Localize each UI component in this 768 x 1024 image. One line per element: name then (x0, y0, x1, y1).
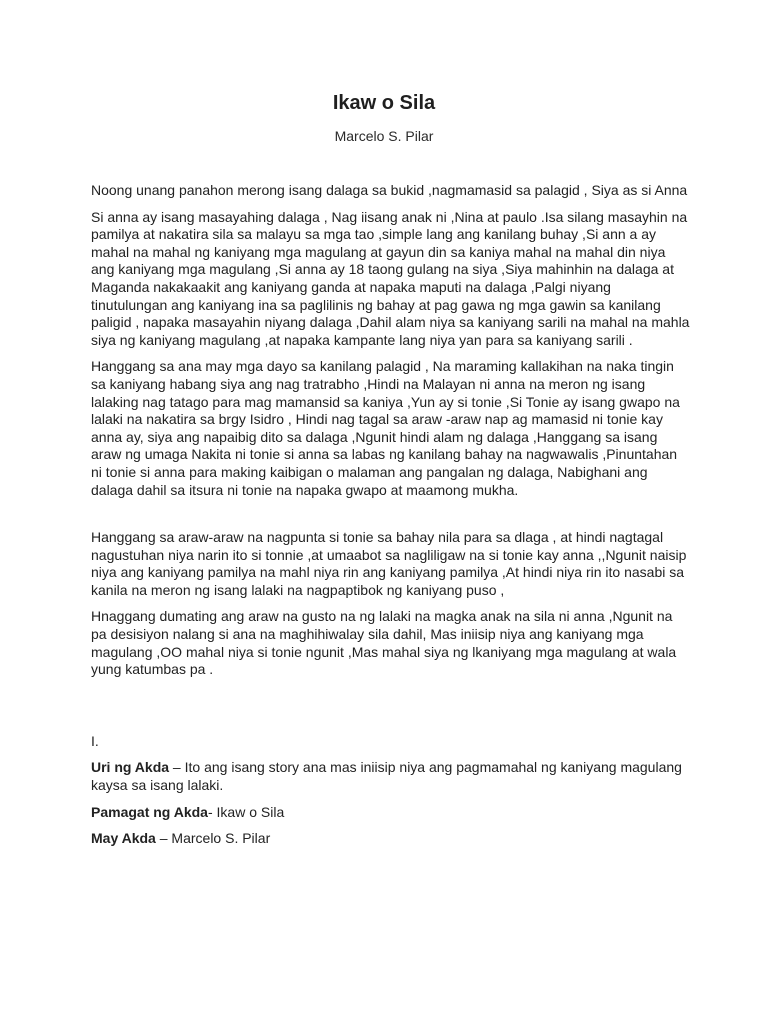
paragraph-tonie: Hanggang sa ana may mga dayo sa kanilang palagid , Na maraming kallakihan na naka tingin sa kaniyang habang siya ang nag tratrabho ,Hindi na Malayan ni anna na meron ng isang lalaking nag tatago para mag mamansid sa kaniya ,Yun ay si tonie ,Si Tonie ay isang gwapo na lalaki na nakatira sa brgy Isidro , Hindi nag tagal sa araw -araw nap ag mamasid ni tonie kay anna ay, siya ang napaibig dito sa dalaga ,Ngunit hindi alam ng dalaga ,Hanggang sa isang araw ng umaga Nakita ni tonie si anna sa labas ng kanilang bahay na nagwawalis ,Pinuntahan ni tonie si anna para making kaibigan o malaman ang pangalan ng dalaga, Nabighani ang dalaga dahil sa itsura ni tonie na napaka gwapo at maamong mukha. (91, 358, 680, 498)
document-author: Marcelo S. Pilar (334, 128, 434, 144)
document-title: Ikaw o Sila (332, 92, 436, 114)
paragraph-courtship: Hanggang sa araw-araw na nagpunta si tonie sa bahay nila para sa dlaga , at hindi nagtagal nagustuhan niya narin ito si tonnie ,at umaabot sa nagliligaw na si tonie kay anna ,,Ngunit naisip niya ang kaniyang pamilya na mahl niya rin ang kaniyang pamilya ,At hindi niya rin ito nasabi sa kanila na meron ng isang lalaki na nagpaptibok ng kaniyang puso , (91, 529, 687, 598)
detail-uri-ng-akda (91, 759, 691, 794)
detail-label: May Akda (91, 830, 156, 847)
detail-may-akda (91, 830, 691, 848)
detail-value: Ito ang isang story ana mas iniisip niya ang pagmamahal ng kaniyang magulang kaysa sa isang lalaki. (91, 759, 682, 794)
paragraph-ending: Hnaggang dumating ang araw na gusto na ng lalaki na magka anak na sila ni anna ,Ngunit na pa desisiyon nalang si ana na maghihiwalay sila dahil, Mas iniisip niya ang kaniyang mga magulang ,OO mahal niya si tonie ngunit ,Mas mahal siya ng lkaniyang mga magulang at wala yung katumbas pa . (91, 608, 677, 678)
detail-pamagat-ng-akda (91, 804, 691, 822)
detail-value: Marcelo S. Pilar (171, 830, 271, 847)
detail-label: Pamagat ng Akda (91, 803, 208, 820)
section-numeral: I. (91, 732, 99, 749)
detail-value: Ikaw o Sila (216, 803, 285, 820)
detail-separator: - (207, 803, 217, 820)
document-body (91, 182, 691, 857)
detail-separator: – (169, 759, 185, 776)
detail-label: Uri ng Akda (91, 759, 170, 776)
detail-separator: – (155, 830, 172, 847)
paragraph-anna: Si anna ay isang masayahing dalaga , Nag iisang anak ni ,Nina at paulo .Isa silang masayhin na pamilya at nakatira sila sa malayu sa mga tao ,simple lang ang kanilang buhay ,Si ann a ay mahal na mahal ng kaniyang mga magulang at gayun din sa kaniya mahal na mahal din niya ang kaniyang mga magulang ,Si anna ay 18 taong gulang na siya ,Siya mahinhin na dalaga at Maganda nakakaakit ang kaniyang ganda at napaka maputi na dalaga ,Palgi niyang tinutulungan ang kaniyang ina sa paglilinis ng bahay at pag gawa ng mga gawin sa kanilang paligid , napaka masayahin niyang dalaga ,Dahil alam niya sa kaniyang sarili na mahal na mahla siya ng kaniyang magulang ,at napaka kampante lang niya yan para sa kaniyang sarili . (91, 208, 690, 348)
paragraph-intro: Noong unang panahon merong isang dalaga sa bukid ,nagmamasid sa palagid , Siya as si Anna (91, 182, 688, 198)
